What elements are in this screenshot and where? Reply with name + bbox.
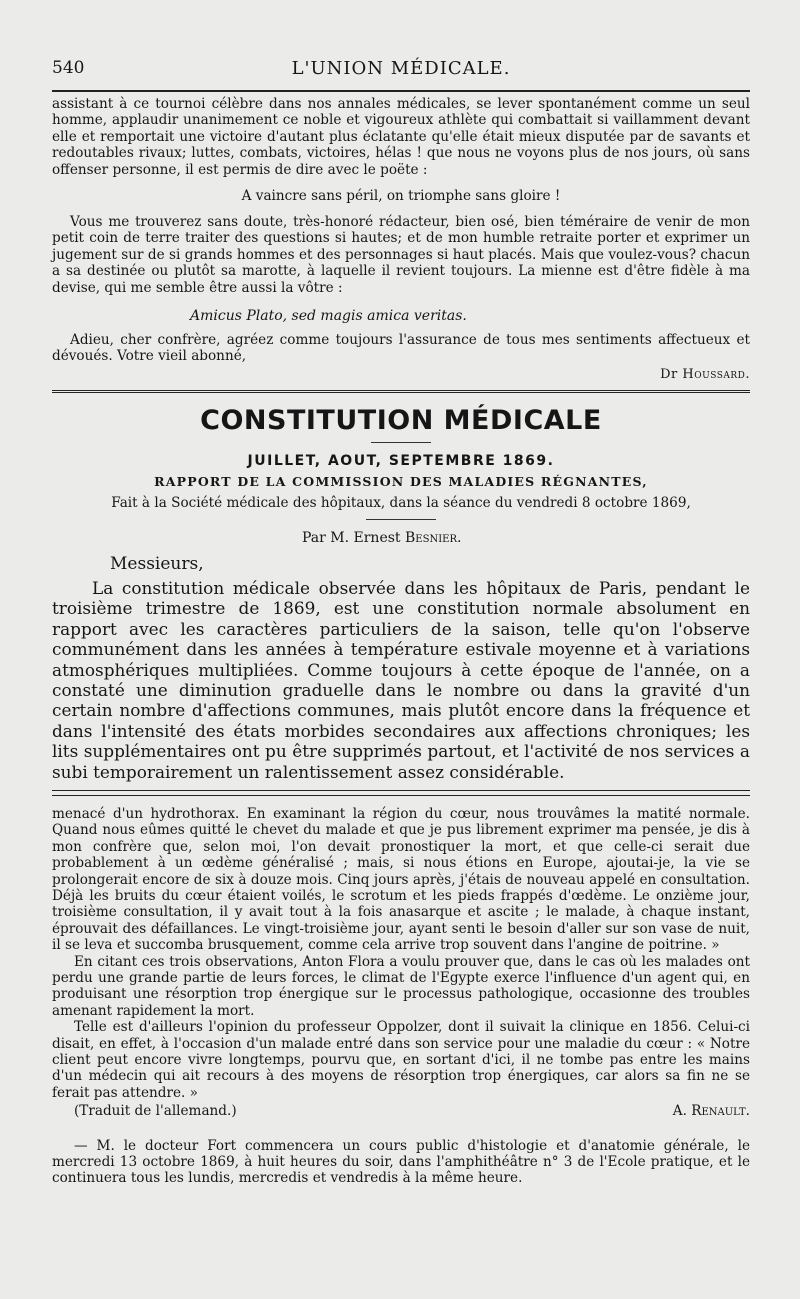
- letter-paragraph-1: assistant à ce tournoi célèbre dans nos annales médicales, se lever spontanément comme un seul homme, applaudir unanimement ce noble et vigoureux athlète qui combattait si vaillamment devant elle et remportait une victoire d'autant plus éclatante qu'elle était mieux disputée par de savants et redoutables rivaux; luttes, combats, victoires, hélas ! que nous ne voyons plus de nos jours, où sans offenser personne, il est permis de dire avec le poëte :: [52, 96, 750, 178]
- signature-name: Houssard.: [682, 366, 750, 382]
- salutation: Messieurs,: [110, 553, 204, 574]
- section-divider: [52, 390, 750, 395]
- continuation-paragraph-1: menacé d'un hydrothorax. En examinant la région du cœur, nous trouvâmes la matité normale. Quand nous eûmes quitté le chevet du malade et que je pus librement exprimer ma pensée, je dis à mon confrère que, selon moi, l'on devait pronostiquer la mort, et que celle-ci serait due probablement à un œdème généralisé ; mais, si nous étions en Europe, ajoutai-je, la vie se prolongerait encore de six à douze mois. Cinq jours après, j'étais de nouveau appelé en consultation. Déjà les bruits du cœur étaient voilés, le scrotum et les pieds frappés d'œdème. Le onzième jour, troisième consultation, il y avait tout à la fois anasarque et ascite ; le malade, à chaque instant, éprouvait des défaillances. Le vingt-troisième jour, ayant senti le besoin d'aller sur son vase de nuit, il se leva et succomba brusquement, comme cela arrive trop souvent dans l'angine de poitrine. »: [52, 805, 750, 954]
- page-header: [52, 58, 750, 84]
- letter-signature: [52, 367, 750, 382]
- continuation-section: [52, 806, 750, 1187]
- letter-paragraph-2: Vous me trouverez sans doute, très-honoré rédacteur, bien osé, bien téméraire de venir de mon petit coin de terre traiter des questions si hautes; et de mon humble retraite porter et exprimer un jugement sur de si grands hommes et des personnages si haut placés. Mais que voulez-vous? chacun a sa destinée ou plutôt sa marotte, à laquelle il revient toujours. La mienne est d'être fidèle à ma devise, qui me semble être aussi la vôtre :: [52, 214, 750, 296]
- author-prefix: Par M. Ernest: [302, 529, 401, 546]
- venue-rule: [366, 519, 436, 520]
- translation-note: (Traduit de l'allemand.): [74, 1103, 237, 1120]
- continuation-rule-1: [52, 790, 750, 791]
- letter-section: [52, 96, 750, 382]
- report-body: La constitution médicale observée dans les hôpitaux de Paris, pendant le troisième trimestre de 1869, est une constitution normale absolument en rapport avec les caractères particuliers de la saison, telle qu'on l'observe communément dans les années à température estivale moyenne et à variations atmosphériques multipliées. Comme toujours à cette époque de l'année, on a constaté une diminution graduelle dans le nombre ou dans la gravité d'un certain nombre d'affections communes, mais plutôt encore dans la fréquence et dans l'intensité des états morbides secondaires aux affections chroniques; les lits supplémentaires ont pu être supprimés partout, et l'activité de nos services a subi temporairement un ralentissement assez considérable.: [52, 577, 750, 782]
- translator-name: A. Renault.: [672, 1103, 750, 1120]
- header-rule: [52, 90, 750, 92]
- signature-prefix: Dr: [660, 366, 678, 382]
- report-venue: Fait à la Société médicale des hôpitaux, dans la séance du vendredi 8 octobre 1869,: [111, 494, 691, 511]
- verse-quote: A vaincre sans péril, on triomphe sans gloire !: [241, 188, 561, 205]
- section-months: JUILLET, AOUT, SEPTEMBRE 1869.: [247, 452, 555, 469]
- continuation-paragraph-3: Telle est d'ailleurs l'opinion du professeur Oppolzer, dont il suivait la clinique en 1856. Celui-ci disait, en effet, à l'occasion d'un malade entré dans son service pour une maladie du cœur : « Notre client peut encore vivre longtemps, pourvu que, en sortant d'ici, il ne tombe pas entre les mains d'un médecin qui ait recours à des moyens de résorption trop énergiques, car alors sa fin ne se ferait pas attendre. »: [52, 1019, 750, 1101]
- title-rule: [371, 442, 431, 443]
- latin-motto: Amicus Plato, sed magis amica veritas.: [190, 308, 467, 325]
- continuation-rule-2: [52, 795, 750, 796]
- constitution-section: [52, 405, 750, 782]
- author-name: Besnier.: [405, 529, 462, 546]
- section-title: CONSTITUTION MÉDICALE: [200, 404, 602, 436]
- translation-line: [52, 1103, 750, 1119]
- course-announcement: — M. le docteur Fort commencera un cours public d'histologie et d'anatomie générale, le mercredi 13 octobre 1869, à huit heures du soir, dans l'amphithéâtre n° 3 de l'Ecole pratique, et le continuera tous les lundis, mercredis et vendredis à la même heure.: [52, 1137, 750, 1187]
- page-number: 540: [52, 58, 85, 78]
- continuation-paragraph-2: En citant ces trois observations, Anton Flora a voulu prouver que, dans le cas où les malades ont perdu une grande partie de leurs forces, le climat de l'Egypte exerce l'influence d'un agent qui, en produisant une résorption trop énergique sur le processus pathologique, occasionne des troubles amenant rapidement la mort.: [52, 953, 750, 1019]
- running-title: L'UNION MÉDICALE.: [291, 58, 511, 79]
- letter-paragraph-3: Adieu, cher confrère, agréez comme toujours l'assurance de tous mes sentiments affectueux et dévoués. Votre vieil abonné,: [52, 332, 750, 365]
- report-author: [52, 530, 750, 546]
- report-title: RAPPORT DE LA COMMISSION DES MALADIES RÉGNANTES,: [154, 473, 648, 489]
